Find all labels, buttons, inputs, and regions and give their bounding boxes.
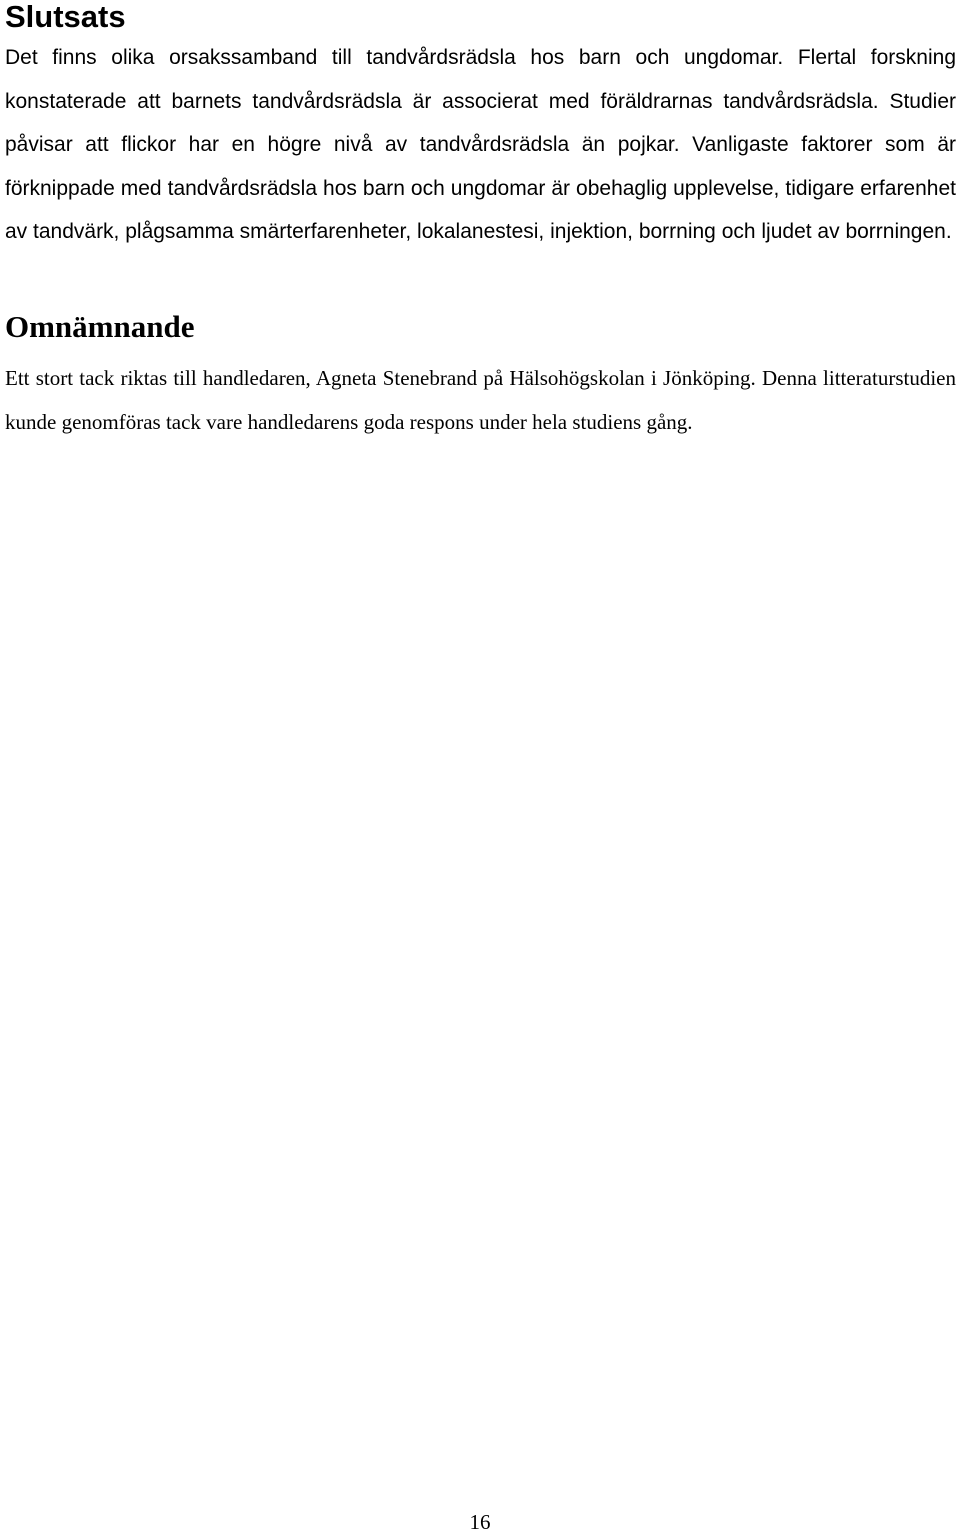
document-page [5,0,956,444]
acknowledgement-heading: Omnämnande [5,308,195,344]
acknowledgement-section [5,308,956,444]
conclusion-heading: Slutsats [5,0,126,34]
conclusion-section [5,0,956,254]
page-number: 16 [469,1510,491,1534]
conclusion-paragraph: Det finns olika orsakssamband till tandvårdsrädsla hos barn och ungdomar. Flertal forskning konstaterade att barnets tandvårdsrädsla är associerat med föräldrarnas tandvårdsrädsla. Studier påvisar att flickor har en högre nivå av tandvårdsrädsla än pojkar. Vanligaste faktorer som är förknippade med tandvårdsrädsla hos barn och ungdomar är obehaglig upplevelse, tidigare erfarenhet av tandvärk, plågsamma smärterfarenheter, lokalanestesi, injektion, borrning och ljudet av borrningen. [5,46,956,244]
acknowledgement-paragraph: Ett stort tack riktas till handledaren, Agneta Stenebrand på Hälsohögskolan i Jönköping. Denna litteraturstudien kunde genomföras tack vare handledarens goda respons under hela studiens gång. [5,365,956,434]
